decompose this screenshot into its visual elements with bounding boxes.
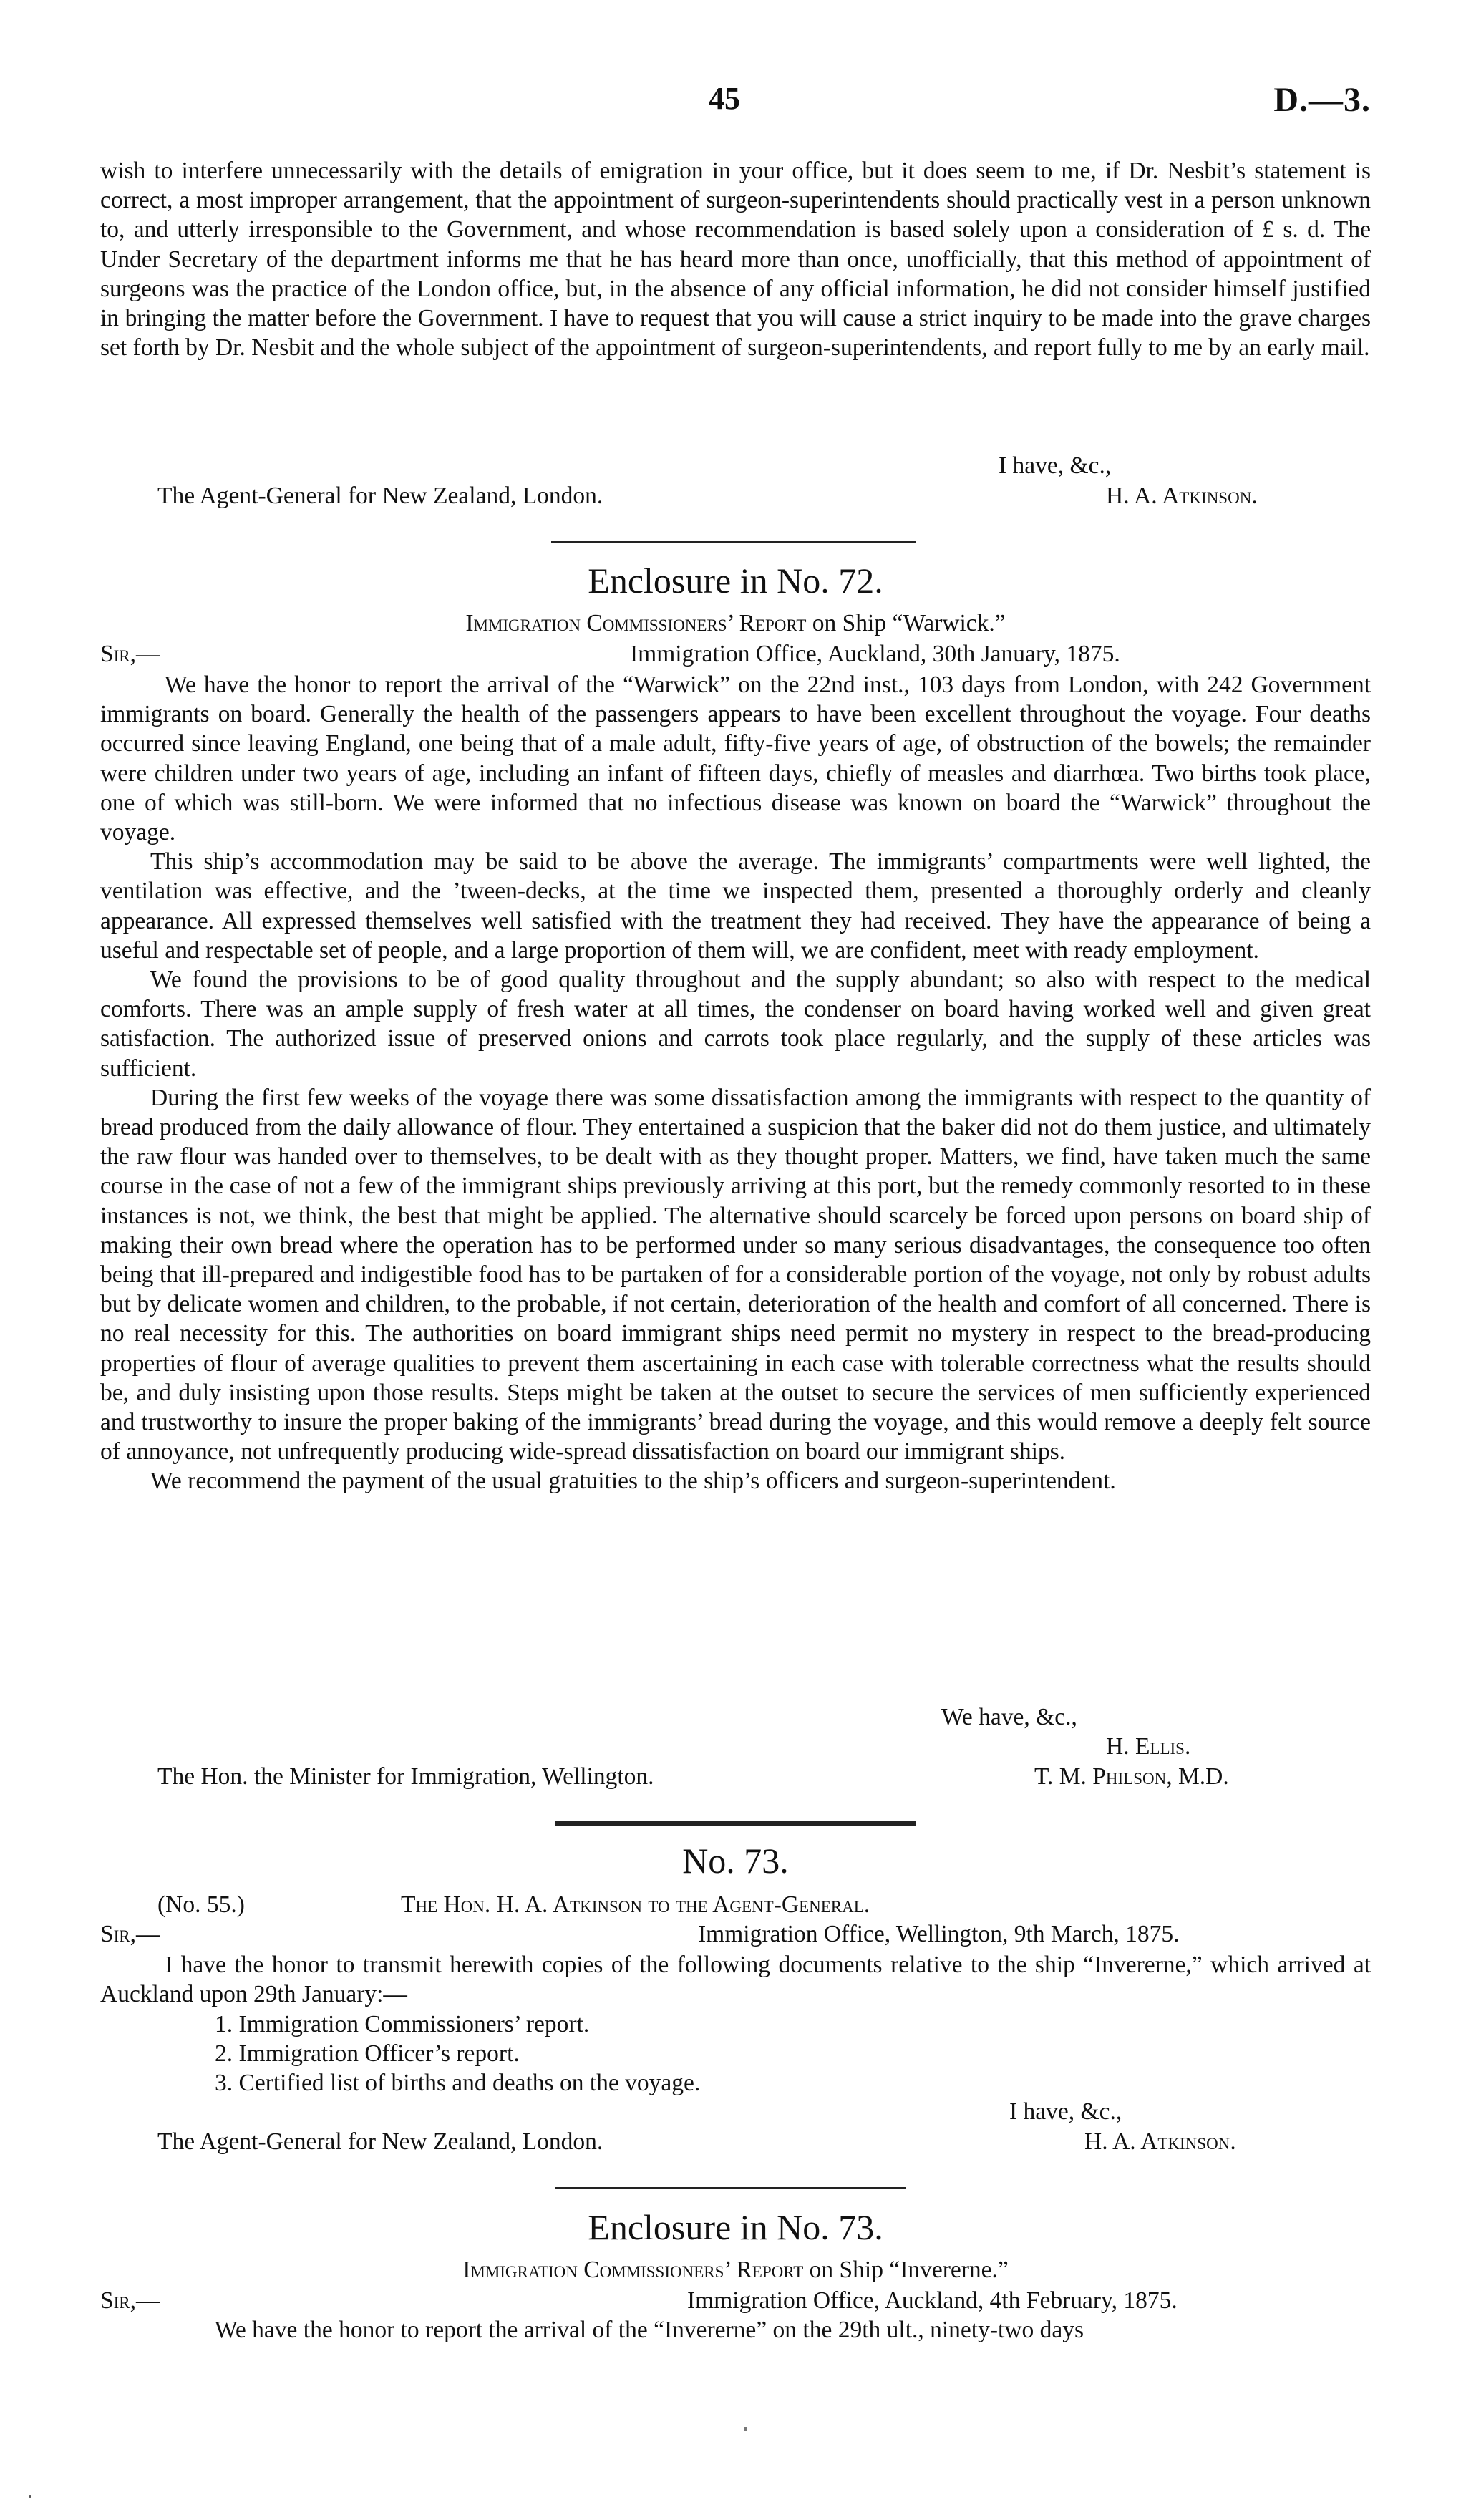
subtitle-ship: on Ship “Warwick.”: [812, 610, 1006, 636]
enclosure-72-closing: We have, &c.,: [941, 1704, 1077, 1730]
letter-signature: H. A. Atkinson.: [1106, 483, 1258, 509]
letter-closing: I have, &c.,: [999, 452, 1112, 479]
letter-continuation: [100, 156, 1371, 362]
place-date: Immigration Office, Auckland, 4th February, 1875.: [687, 2287, 1178, 2314]
body-paragraph: I have the honor to transmit herewith copies of the following documents relative to the ship “Invererne,” which arrived at Auckland upon 29th January:—: [100, 1952, 1371, 2008]
document-list: [215, 2010, 700, 2098]
no-73-ref: (No. 55.): [157, 1891, 245, 1918]
enclosure-72-body: [100, 670, 1371, 1496]
body-paragraph: This ship’s accommodation may be said to be above the average. The immigrants’ compartments were well lighted, the ventilation was effective, and the ’tween-decks, at the time we inspected them, presented a thoroughly orderly and cleanly appearance. All expressed themselves well satisfied with the treatment they had received. They have the appearance of being a useful and respectable set of people, and a large proportion of them will, we are confident, meet with ready employment.: [100, 848, 1371, 964]
salutation: Sir,—: [100, 641, 160, 667]
body-paragraph: During the first few weeks of the voyage there was some dissatisfaction among the immigrants with respect to the quantity of bread produced from the daily allowance of flour. They entertained a suspicion that the baker did not do them justice, and ultimately the raw flour was handed over to themselves, to be dealt with as they thought proper. Matters, we find, have taken much the same course in the case of not a few of the immigrant ships previously arriving at this port, but the remedy commonly resorted to in these instances is not, we think, the best that might be applied. The alternative should scarcely be forced upon persons on board ship of making their own bread where the operation has to be performed under so many serious disadvantages, the consequence too often being that ill-prepared and indigestible food has to be partaken of for a considerable portion of the voyage, not only by robust adults but by delicate women and children, to the probable, if not certain, deterioration of the health and comfort of all concerned. There is no real necessity for this. The authorities on board immigrant ships need permit no mystery in respect to the bread-producing properties of flour of average qualities to prevent them ascertaining in each case with tolerable correctness what the results should be, and duly insisting upon those results. Steps might be taken at the outset to secure the services of men sufficiently experienced and trustworthy to insure the proper baking of the immigrants’ bread during the voyage, and this would remove a deeply felt source of annoyance, not unfrequently producing wide-spread dissatisfaction on board our immigrant ships.: [100, 1084, 1371, 1465]
print-speck: [29, 2495, 31, 2498]
page-number: 45: [709, 81, 740, 116]
thick-divider: [555, 1821, 916, 1826]
place-date: Immigration Office, Auckland, 30th January, 1875.: [630, 641, 1120, 667]
list-item: 1. Immigration Commissioners’ report.: [215, 2011, 590, 2037]
place-date: Immigration Office, Wellington, 9th March, 1875.: [698, 1921, 1180, 1947]
letter-paragraph: wish to interfere unnecessarily with the details of emigration in your office, but it does seem to me, if Dr. Nesbit’s statement is correct, a most improper arrangement, that the appointment of surgeon-superintendents should practically vest in a person unknown to, and utterly irresponsible to the Government, and whose recommendation is based solely upon a consideration of £ s. d. The Under Secretary of the department informs me that he has heard more than once, unofficially, that this method of appointment of surgeons was the practice of the London office, but, in the absence of any official information, he did not consider himself justified in bringing the matter before the Government. I have to request that you will cause a strict inquiry to be made into the grave charges set forth by Dr. Nesbit and the whole subject of the appointment of surgeon-superintendents, and report fully to me by an early mail.: [100, 158, 1371, 362]
list-item: 2. Immigration Officer’s report.: [215, 2040, 520, 2068]
enclosure-73-paragraph: We have the honor to report the arrival of the “Invererne” on the 29th ult., ninety-two days: [215, 2317, 1084, 2343]
print-speck: [744, 2427, 747, 2431]
letter-addressee: The Agent-General for New Zealand, London.: [157, 483, 603, 509]
body-paragraph: We recommend the payment of the usual gratuities to the ship’s officers and surgeon-superintendent.: [150, 1468, 1116, 1495]
enclosure-73-title: Enclosure in No. 73.: [588, 2207, 883, 2247]
subtitle-ship: on Ship “Invererne.”: [809, 2257, 1009, 2283]
section-divider: [555, 2187, 906, 2189]
body-paragraph: We have the honor to report the arrival of the “Warwick” on the 22nd inst., 103 days from London, with 242 Government immigrants on board. Generally the health of the passengers appears to have been excellent throughout the voyage. Four deaths occurred since leaving England, one being that of a male adult, fifty-five years of age, of obstruction of the bowels; the remainder were children under two years of age, including an infant of fifteen days, chiefly of measles and diarrhœa. Two births took place, one of which was still-born. We were informed that no infectious disease was known on board the “Warwick” throughout the voyage.: [100, 672, 1371, 846]
no-73-title: No. 73.: [682, 1841, 789, 1881]
body-paragraph: We found the provisions to be of good quality throughout and the supply abundant; so also with respect to the medical comforts. There was an ample supply of fresh water at all times, the condenser on board having worked well and given great satisfaction. The authorized issue of preserved onions and carrots took place regularly, and the supply of these articles was sufficient.: [100, 966, 1371, 1082]
salutation: Sir,—: [100, 2287, 160, 2314]
no-73-from-to: The Hon. H. A. Atkinson to the Agent-General.: [401, 1891, 870, 1918]
signatory-ellis: H. Ellis.: [1106, 1733, 1191, 1760]
signatory-philson: T. M. Philson, M.D.: [1034, 1763, 1229, 1790]
no-73-addressee: The Agent-General for New Zealand, London.: [157, 2128, 603, 2155]
salutation: Sir,—: [100, 1921, 160, 1947]
no-73-body: [100, 1950, 1371, 2009]
enclosure-72-subtitle: [0, 610, 1471, 637]
document-id: D.—3.: [1273, 81, 1371, 119]
subtitle-report-name: Immigration Commissioners’ Report: [465, 610, 807, 636]
no-73-signature: H. A. Atkinson.: [1084, 2128, 1236, 2155]
enclosure-72-addressee: The Hon. the Minister for Immigration, Wellington.: [157, 1763, 654, 1790]
subtitle-report-name: Immigration Commissioners’ Report: [462, 2257, 804, 2283]
enclosure-73-subtitle: [0, 2257, 1471, 2284]
section-divider: [551, 541, 916, 543]
page-header: [0, 80, 1471, 123]
no-73-closing: I have, &c.,: [1009, 2098, 1122, 2125]
list-item: 3. Certified list of births and deaths on the voyage.: [215, 2070, 701, 2097]
enclosure-72-title: Enclosure in No. 72.: [588, 561, 883, 601]
